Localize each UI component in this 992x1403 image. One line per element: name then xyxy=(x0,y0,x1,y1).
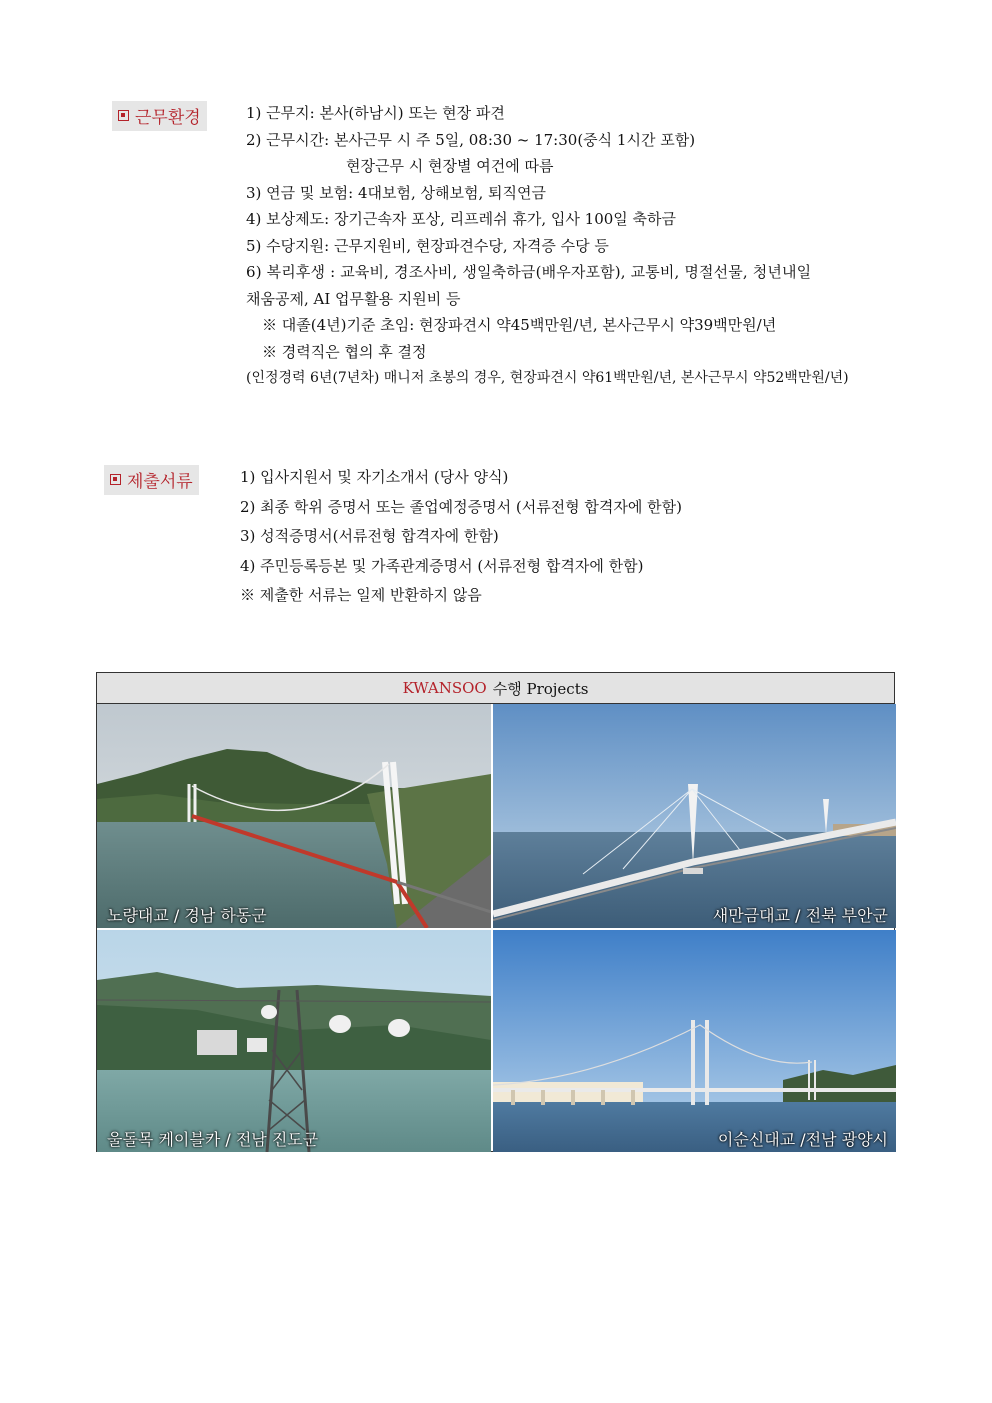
photo-caption: 울돌목 케이블카 / 전남 진도군 xyxy=(107,1130,319,1149)
cable-stayed-bridge-photo xyxy=(493,704,896,928)
square-bullet-icon xyxy=(118,110,129,121)
projects-grid xyxy=(97,704,894,1152)
list-item: 채움공제, AI 업무활용 지원비 등 xyxy=(246,289,461,308)
list-item: 3) 연금 및 보험: 4대보험, 상해보험, 퇴직연금 xyxy=(246,183,546,202)
photo-caption: 이순신대교 /전남 광양시 xyxy=(717,1130,888,1149)
list-item: 2) 근무시간: 본사근무 시 주 5일, 08:30 ~ 17:30(중식 1시간 포함) xyxy=(246,130,696,149)
list-item: 1) 근무지: 본사(하남시) 또는 현장 파견 xyxy=(246,104,505,122)
project-photo-noryang xyxy=(97,704,491,928)
list-item: 2) 최종 학위 증명서 또는 졸업예정증명서 (서류전형 합격자에 한함) xyxy=(240,497,682,516)
list-item: 5) 수당지원: 근무지원비, 현장파견수당, 자격증 수당 등 xyxy=(246,236,609,255)
section-title: 근무환경 xyxy=(135,108,201,128)
projects-table xyxy=(96,672,895,1152)
project-photo-saemangeum xyxy=(493,704,896,928)
brand-name: KWANSOO xyxy=(402,679,487,697)
list-item: 3) 성적증명서(서류전형 합격자에 한함) xyxy=(240,527,499,545)
project-photo-uldolmok xyxy=(97,930,491,1152)
note-item: ※ 대졸(4년)기준 초임: 현장파견시 약45백만원/년, 본사근무시 약39백만원/년 xyxy=(262,316,777,334)
photo-caption: 노량대교 / 경남 하동군 xyxy=(107,906,267,925)
suspension-bridge-photo xyxy=(97,704,491,928)
note-item: ※ 제출한 서류는 일제 반환하지 않음 xyxy=(240,586,482,604)
section-label-documents xyxy=(104,465,199,495)
documents-list xyxy=(240,463,682,611)
work-env-list xyxy=(246,100,849,392)
list-item: 1) 입사지원서 및 자기소개서 (당사 양식) xyxy=(240,468,509,486)
list-item: 4) 보상제도: 장기근속자 포상, 리프레쉬 휴가, 입사 100일 축하금 xyxy=(246,210,677,228)
suspension-bridge-photo xyxy=(493,930,896,1152)
section-label-work-env xyxy=(112,101,207,131)
square-bullet-icon xyxy=(110,474,121,485)
photo-caption: 새만금대교 / 전북 부안군 xyxy=(712,906,888,925)
list-item: 6) 복리후생 : 교육비, 경조사비, 생일축하금(배우자포함), 교통비, 명절선물, 청년내일 xyxy=(246,263,812,281)
projects-header xyxy=(97,673,894,704)
project-photo-yisunsin xyxy=(493,930,896,1152)
cable-car-photo xyxy=(97,930,491,1152)
note-item: ※ 경력직은 협의 후 결정 xyxy=(262,342,427,361)
projects-title: 수행 Projects xyxy=(492,679,589,698)
list-item: 현장근무 시 현장별 여건에 따름 xyxy=(346,157,554,175)
note-item: (인정경력 6년(7년차) 매니저 초봉의 경우, 현장파견시 약61백만원/년, 본사근무시 약52백만원/년) xyxy=(246,370,849,386)
list-item: 4) 주민등록등본 및 가족관계증명서 (서류전형 합격자에 한함) xyxy=(240,556,644,575)
section-title: 제출서류 xyxy=(127,472,193,492)
